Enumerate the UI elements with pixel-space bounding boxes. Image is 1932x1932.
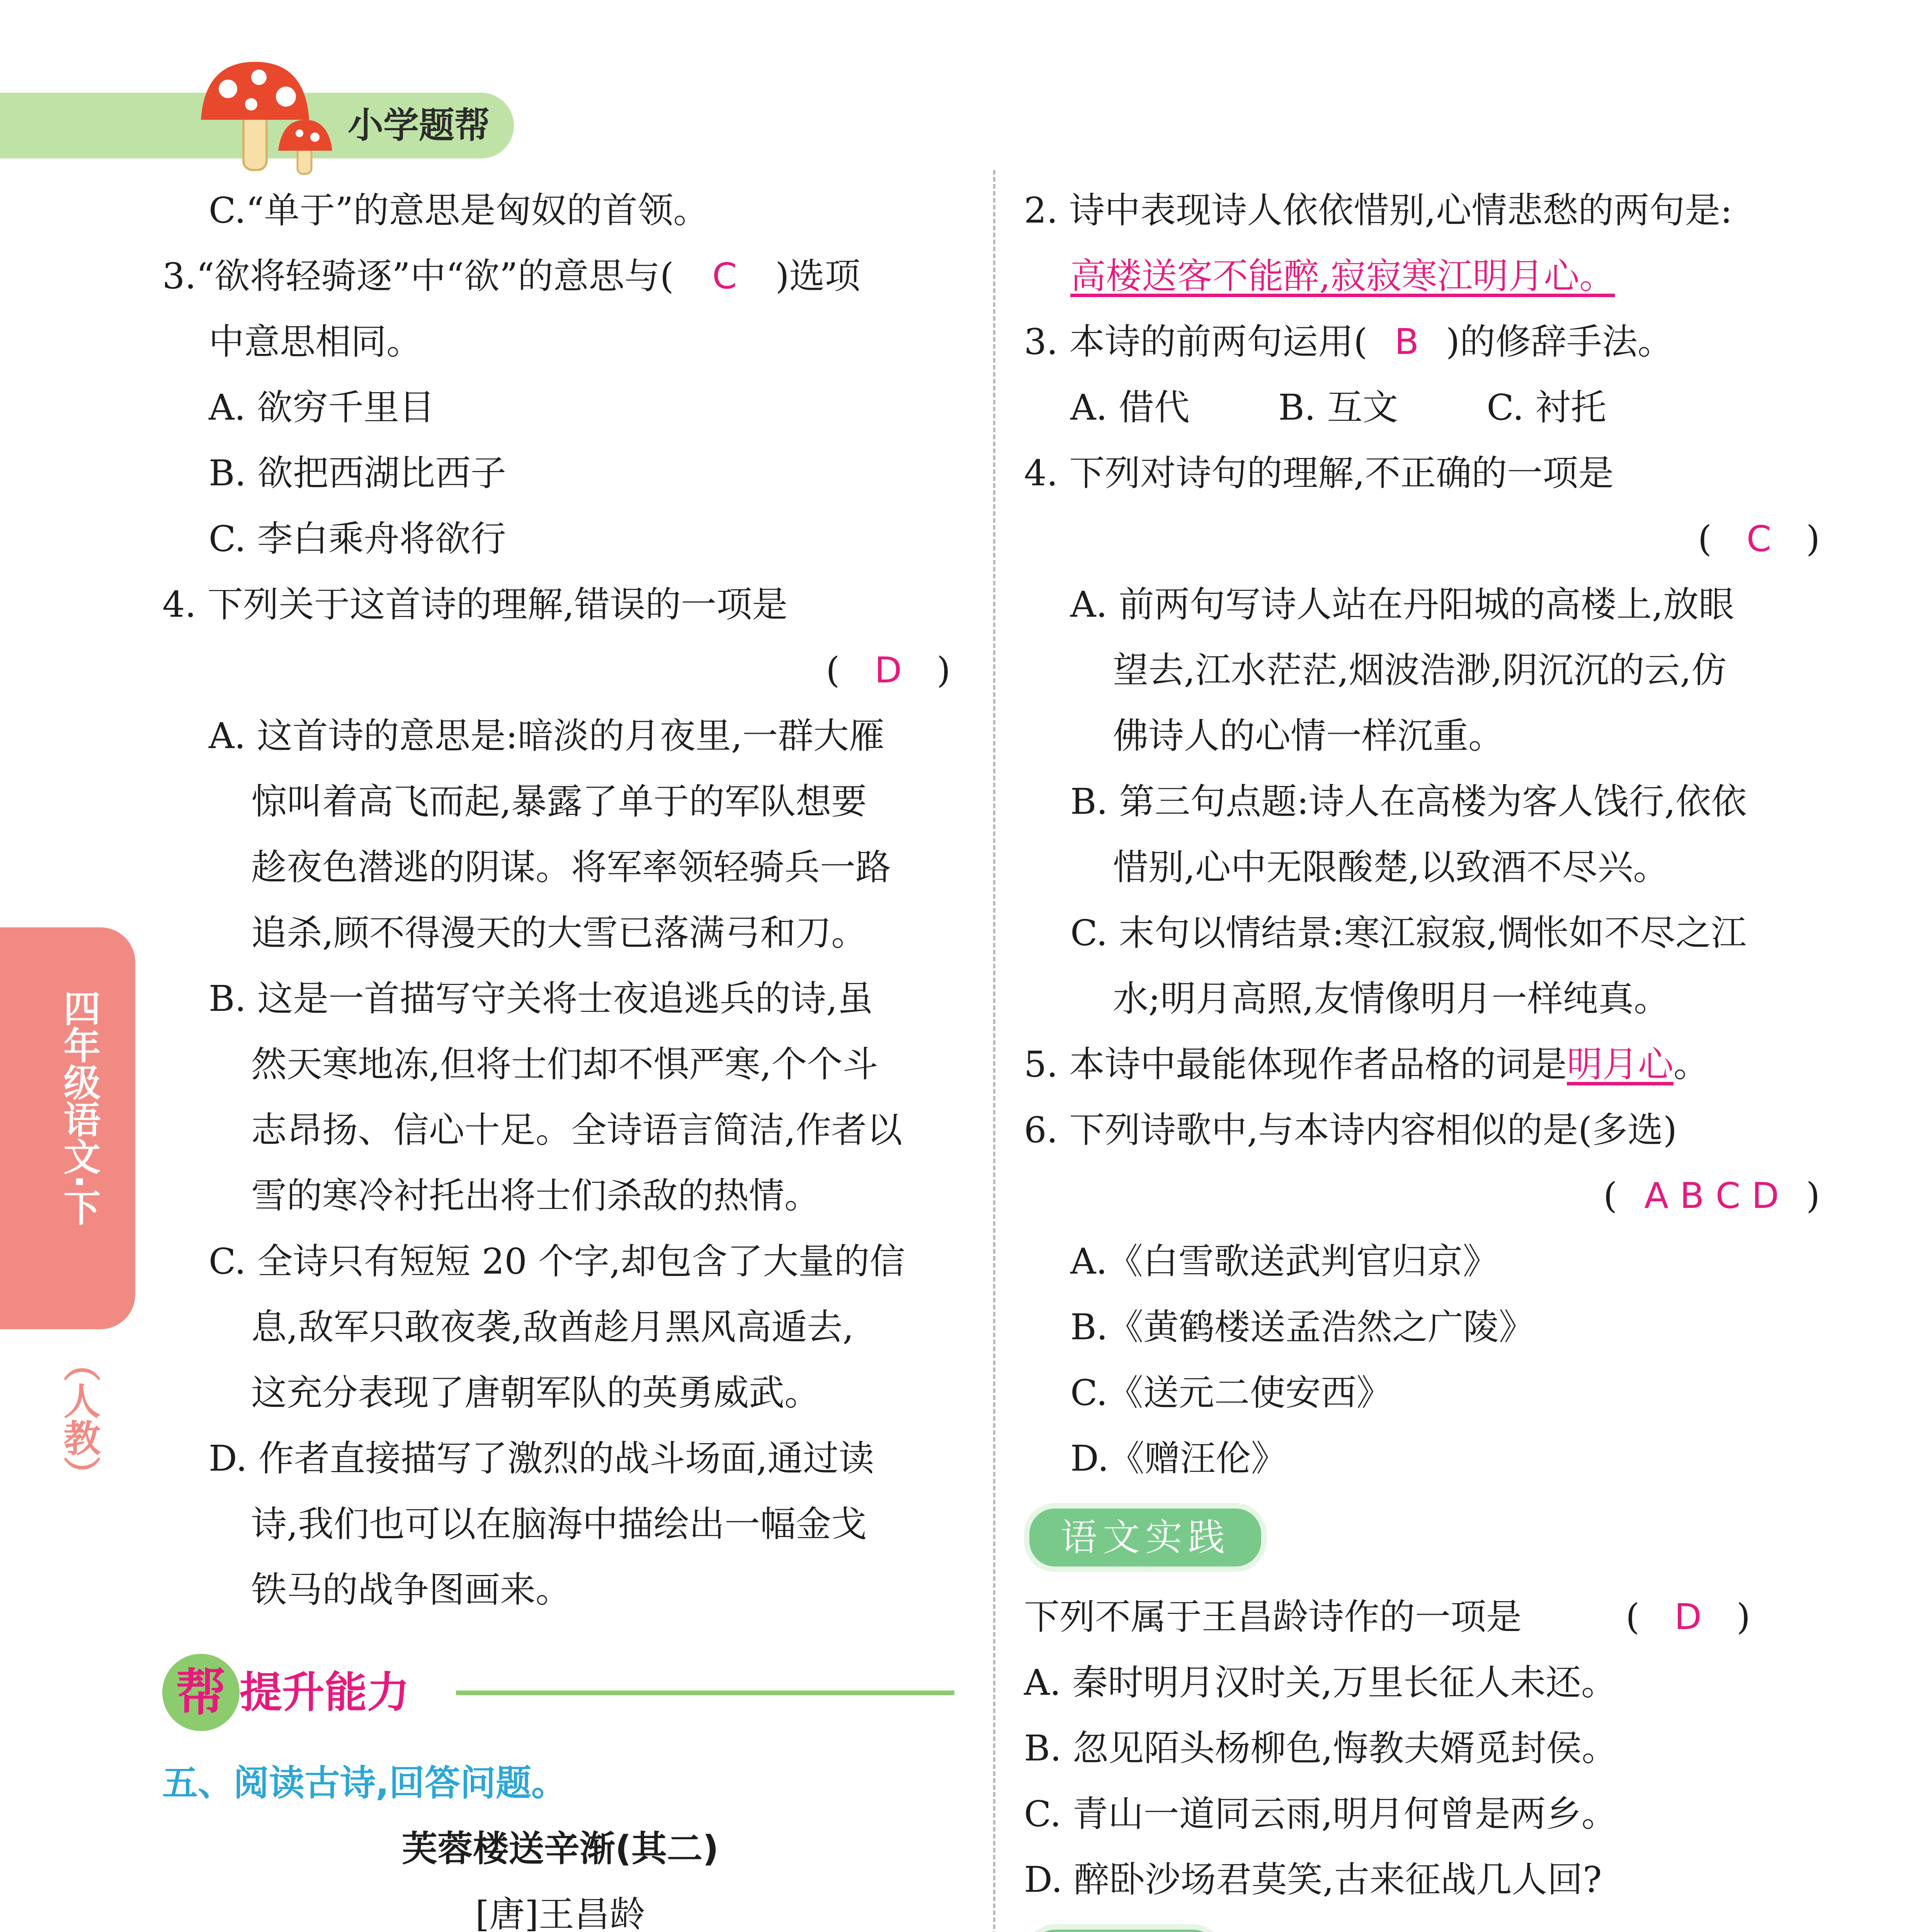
option-line: 佛诗人的心情一样沉重。 [1113,715,1504,757]
option-line: 然天寒地冻,但将士们却不惧严寒,个个斗 [251,1044,878,1085]
option-line: 惊叫着高飞而起,暴露了单于的军队想要 [251,781,867,822]
answer-q3: B [1394,321,1419,362]
answer-paren: ( A B C D ) [1603,1175,1820,1216]
option-line: 志昂扬、信心十足。全诗语言简洁,作者以 [251,1109,903,1151]
question-3: 3. 本诗的前两句运用( B )的修辞手法。 [1024,321,1673,362]
banner-badge: 帮 [162,1654,240,1731]
side-tab-edition: （人教） [58,1345,101,1493]
option-d: D.《赠汪伦》 [1070,1438,1287,1479]
answer-q3: C [712,255,737,297]
right-column [1024,178,1828,1932]
option-line: 诗,我们也可以在脑海中描绘出一幅金戈 [251,1503,867,1545]
column-divider [993,170,995,1932]
practice-question: 下列不属于王昌龄诗作的一项是 ( D ) [1024,1596,1750,1638]
answer-q2: 高楼送客不能醉,寂寂寒江明月心。 [1070,255,1615,297]
answer-q6: A B C D [1644,1175,1779,1216]
option-line: C.“单于”的意思是匈奴的首领。 [209,190,709,231]
option-c: C. 末句以情结景:寒江寂寂,惆怅如不尽之江 [1070,912,1747,954]
option-line: 息,敌军只敢夜袭,敌酋趁月黑风高遁去, [251,1306,854,1348]
answer-practice: D [1674,1596,1702,1638]
practice-section [1024,1492,1828,1584]
practice-label: 语文实践 [1024,1503,1267,1572]
answer-q4: D [874,650,902,691]
left-column [162,178,958,1932]
writing-section [1024,1913,1828,1932]
option-line: 这充分表现了唐朝军队的英勇威武。 [251,1372,820,1413]
question-line: 中意思相同。 [209,321,422,362]
section-5-title: 五、阅读古诗,回答问题。 [162,1762,567,1804]
option-line: 水;明月高照,友情像明月一样纯真。 [1113,978,1670,1019]
answer-paren: ( D ) [826,650,951,691]
mushroom-logo-icon [193,54,340,178]
option-c: C. 全诗只有短短 20 个字,却包含了大量的信 [209,1241,905,1282]
answer-q4: C [1746,518,1772,560]
option-b: B.《黄鹤楼送孟浩然之广陵》 [1070,1306,1534,1348]
question-3: 3.“欲将轻骑逐”中“欲”的意思与( C )选项 [162,255,861,297]
options-row: A. 借代 B. 互文 C. 衬托 [1070,387,1607,428]
poem-author: [唐]王昌龄 [475,1894,645,1932]
option-a: A. 欲穷千里目 [209,387,435,428]
answer-q5: 明月心 [1567,1044,1674,1085]
option-a: A. 前两句写诗人站在丹阳城的高楼上,放眼 [1070,584,1735,625]
writing-label [1024,1924,1224,1932]
poem-title: 芙蓉楼送辛渐(其二) [401,1828,719,1869]
question-4: 4. 下列关于这首诗的理解,错误的一项是 [162,584,788,625]
question-4: 4. 下列对诗句的理解,不正确的一项是 [1024,452,1614,494]
option-b: B. 忽见陌头杨柳色,悔教夫婿觅封侯。 [1024,1728,1617,1769]
option-b: B. 第三句点题:诗人在高楼为客人饯行,依依 [1070,781,1747,822]
question-2: 2. 诗中表现诗人依依惜别,心情悲愁的两句是: [1024,190,1733,231]
option-a: A. 这首诗的意思是:暗淡的月夜里,一群大雁 [209,715,885,757]
side-tab-grade: 四年级语文·下 [58,989,101,1226]
option-line: 望去,江水茫茫,烟波浩渺,阴沉沉的云,仿 [1113,650,1727,691]
option-line: 铁马的战争图画来。 [251,1569,571,1611]
banner-rule [456,1690,954,1695]
header-brand: 小学题帮 [348,105,490,146]
banner-title: 提升能力 [240,1668,410,1717]
option-a: A.《白雪歌送武判官归京》 [1070,1241,1498,1282]
option-line: 雪的寒冷衬托出将士们杀敌的热情。 [251,1175,820,1216]
ability-banner [162,1646,958,1743]
option-a: A. 秦时明月汉时关,万里长征人未还。 [1024,1662,1617,1703]
option-line: 趁夜色潜逃的阴谋。将军率领轻骑兵一路 [251,847,891,888]
option-c: C.《送元二使安西》 [1070,1372,1392,1413]
question-6: 6. 下列诗歌中,与本诗内容相似的是(多选) [1024,1109,1677,1151]
option-c: C. 青山一道同云雨,明月何曾是两乡。 [1024,1793,1617,1835]
option-d: D. 作者直接描写了激烈的战斗场面,通过读 [209,1438,874,1479]
option-line: 惜别,心中无限酸楚,以致酒不尽兴。 [1113,847,1669,888]
option-d: D. 醉卧沙场君莫笑,古来征战几人回? [1024,1859,1602,1900]
option-b: B. 这是一首描写守关将士夜追逃兵的诗,虽 [209,978,873,1019]
question-5: 5. 本诗中最能体现作者品格的词是明月心。 [1024,1044,1709,1085]
answer-paren: ( C ) [1697,518,1820,560]
option-c: C. 李白乘舟将欲行 [209,518,506,560]
option-line: 追杀,顾不得漫天的大雪已落满弓和刀。 [251,912,867,954]
option-b: B. 欲把西湖比西子 [209,452,507,494]
